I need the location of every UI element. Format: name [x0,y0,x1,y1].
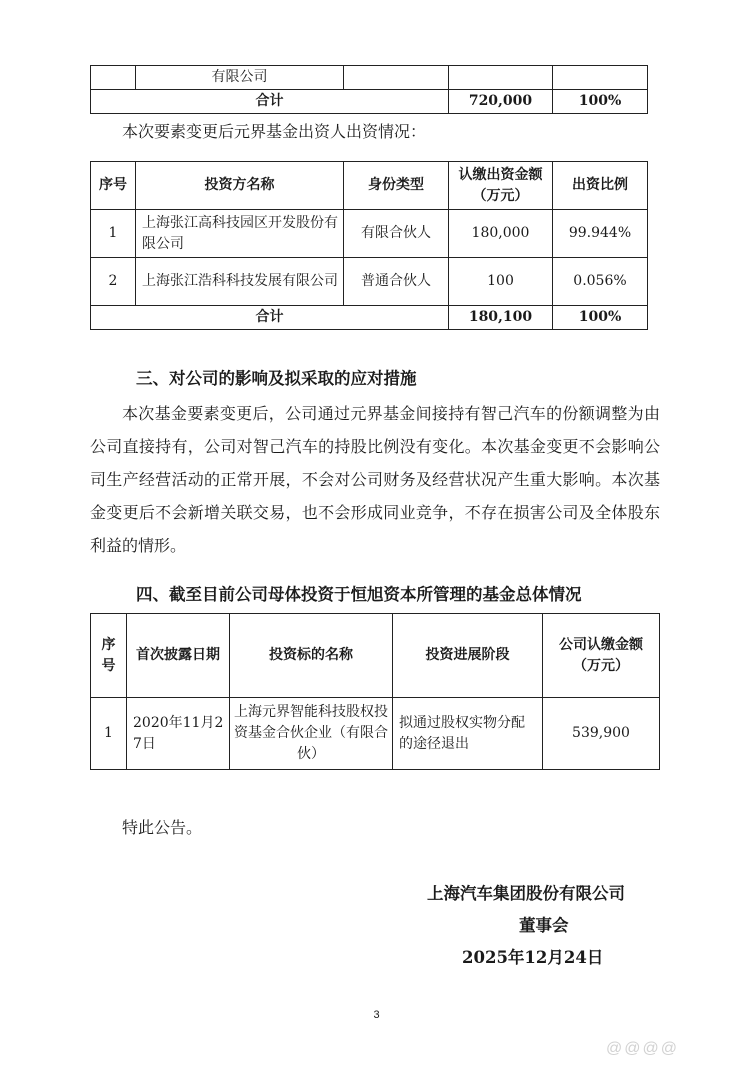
total-ratio: 100% [553,90,648,114]
signature-board: 董事会 [519,916,569,935]
header-target: 投资标的名称 [230,614,393,698]
table-row [91,66,648,90]
cell-stage: 拟通过股权实物分配的途径退出 [393,698,543,770]
cell-target: 上海元界智能科技股权投资基金合伙企业（有限合伙） [230,698,393,770]
header-name: 投资方名称 [136,162,344,210]
cell-ratio: 99.944% [553,210,648,258]
cell-name: 上海张江浩科科技发展有限公司 [136,258,344,306]
cell-amount: 180,000 [449,210,553,258]
fund-overview-table [90,613,660,770]
total-amount: 720,000 [449,90,553,114]
total-row [91,306,648,330]
total-amount: 180,100 [449,306,553,330]
signature-date: 2025年12月24日 [462,948,604,967]
header-stage: 投资进展阶段 [393,614,543,698]
intro-after-change: 本次要素变更后元界基金出资人出资情况： [122,122,427,141]
watermark: @@@@ [606,1040,679,1057]
total-label: 合计 [91,90,449,114]
table-cell [553,66,648,90]
cell-seq: 2 [91,258,136,306]
total-row [91,90,648,114]
table-row [91,210,648,258]
section-4-heading: 四、截至目前公司母体投资于恒旭资本所管理的基金总体情况 [136,585,582,604]
table-cell [344,66,449,90]
cell-name: 上海张江高科技园区开发股份有限公司 [136,210,344,258]
cell-seq: 1 [91,210,136,258]
table-header-row [91,162,648,210]
cell-type: 有限合伙人 [344,210,449,258]
cell-date: 2020年11月27日 [127,698,230,770]
section-3-heading: 三、对公司的影响及拟采取的应对措施 [136,369,417,388]
header-seq: 序号 [91,162,136,210]
table-row [91,258,648,306]
page-number: 3 [373,1009,380,1021]
signature-company: 上海汽车集团股份有限公司 [427,884,625,903]
header-amount: 公司认缴金额（万元） [543,614,660,698]
table-cell [91,66,136,90]
closing-statement: 特此公告。 [122,818,203,837]
total-label: 合计 [91,306,449,330]
cell-type: 普通合伙人 [344,258,449,306]
investor-table-after-change [90,161,648,330]
cell-amount: 100 [449,258,553,306]
section-3-body: 本次基金要素变更后，公司通过元界基金间接持有智己汽车的份额调整为由公司直接持有，公司对智己汽车的持股比例没有变化。本次基金变更不会影响公司生产经营活动的正常开展，不会对公司财务及经营状况产生重大影响。本次基金变更后不会新增关联交易，也不会形成同业竞争，不存在损害公司及全体股东利益的情形。 [90,404,660,555]
cell-seq: 1 [91,698,127,770]
cell-ratio: 0.056% [553,258,648,306]
header-date: 首次披露日期 [127,614,230,698]
header-amount: 认缴出资金额（万元） [449,162,553,210]
cell-amount: 539,900 [543,698,660,770]
header-ratio: 出资比例 [553,162,648,210]
table-cell [449,66,553,90]
table-header-row [91,614,660,698]
total-ratio: 100% [553,306,648,330]
header-seq: 序号 [91,614,127,698]
previous-investor-table [90,65,648,114]
header-type: 身份类型 [344,162,449,210]
table-cell: 有限公司 [136,66,344,90]
table-row [91,698,660,770]
